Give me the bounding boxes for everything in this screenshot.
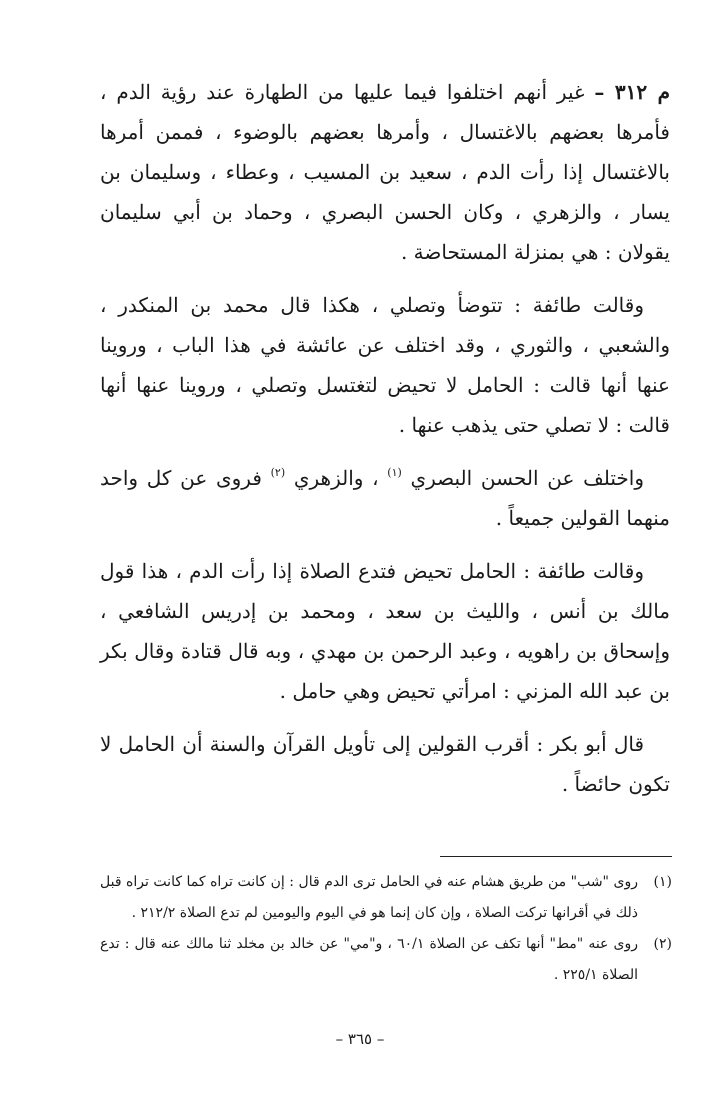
footnote-text: روى "شب" من طريق هشام عنه في الحامل ترى الدم قال : إن كانت تراه كما كانت تراه قبل ذلك في أقرانها تركت الصلاة ، وإن كان إنما هو في اليوم واليومين لم تدع الصلاة ٢١٢/٢ . bbox=[100, 874, 638, 921]
footnote-number: (١) bbox=[653, 874, 672, 890]
paragraph-abu-bakr bbox=[100, 724, 670, 804]
paragraph-text: قال أبو بكر : أقرب القولين إلى تأويل القرآن والسنة أن الحامل لا تكون حائضاً . bbox=[100, 732, 670, 796]
paragraph-ikhtalafa bbox=[100, 458, 670, 538]
footnote-divider bbox=[440, 856, 672, 857]
paragraph-text: ، والزهري bbox=[293, 466, 379, 490]
paragraph-text: فروى عن كل واحد منهما القولين جميعاً . bbox=[100, 466, 670, 530]
footnote-ref-2[interactable]: (٢) bbox=[270, 466, 286, 479]
footnote-text: روى عنه "مط" أنها تكف عن الصلاة ٦٠/١ ، و"مي" عن خالد بن مخلد ثنا مالك عنه قال : تدع الصلاة ٢٢٥/١ . bbox=[100, 936, 638, 983]
footnote-ref-1[interactable]: (١) bbox=[387, 466, 402, 479]
paragraph-text: غير أنهم اختلفوا فيما عليها من الطهارة عند رؤية الدم ، فأمرها بعضهم بالاغتسال ، وأمرها بعضهم بالوضوء ، فممن أمرها بالاغتسال إذا رأت الدم ، سعيد بن المسيب ، وعطاء ، وسليمان بن يسار ، والزهري ، وكان الحسن البصري ، وحماد بن أبي سليمان يقولان : هي بمنزلة المستحاضة . bbox=[100, 80, 670, 264]
page-number: – ٣٦٥ – bbox=[335, 1030, 385, 1048]
main-text bbox=[100, 72, 670, 804]
footnotes bbox=[100, 867, 672, 991]
paragraph-text: وقالت طائفة : الحامل تحيض فتدع الصلاة إذا رأت الدم ، هذا قول مالك بن أنس ، والليث بن سعد ، ومحمد بن إدريس الشافعي ، وإسحاق بن راهويه ، وعبد الرحمن بن مهدي ، وبه قال قتادة وقال بكر بن عبد الله المزني : امرأتي تحيض وهي حامل . bbox=[100, 559, 670, 703]
paragraph-text: واختلف عن الحسن البصري bbox=[410, 466, 645, 490]
paragraph-issue-312 bbox=[100, 72, 670, 272]
paragraph-tatawadda bbox=[100, 285, 670, 445]
footnote-2 bbox=[100, 929, 672, 991]
footnote-1 bbox=[100, 867, 672, 929]
footnote-number: (٢) bbox=[653, 936, 672, 952]
paragraph-text: وقالت طائفة : تتوضأ وتصلي ، هكذا قال محمد بن المنكدر ، والشعبي ، والثوري ، وقد اختلف عن عائشة في هذا الباب ، وروينا عنها أنها قالت : الحامل لا تحيض لتغتسل وتصلي ، وروينا عنها أنها قالت : لا تصلي حتى يذهب عنها . bbox=[100, 293, 670, 437]
issue-number: م ٣١٢ – bbox=[594, 80, 670, 104]
paragraph-tahid bbox=[100, 551, 670, 711]
